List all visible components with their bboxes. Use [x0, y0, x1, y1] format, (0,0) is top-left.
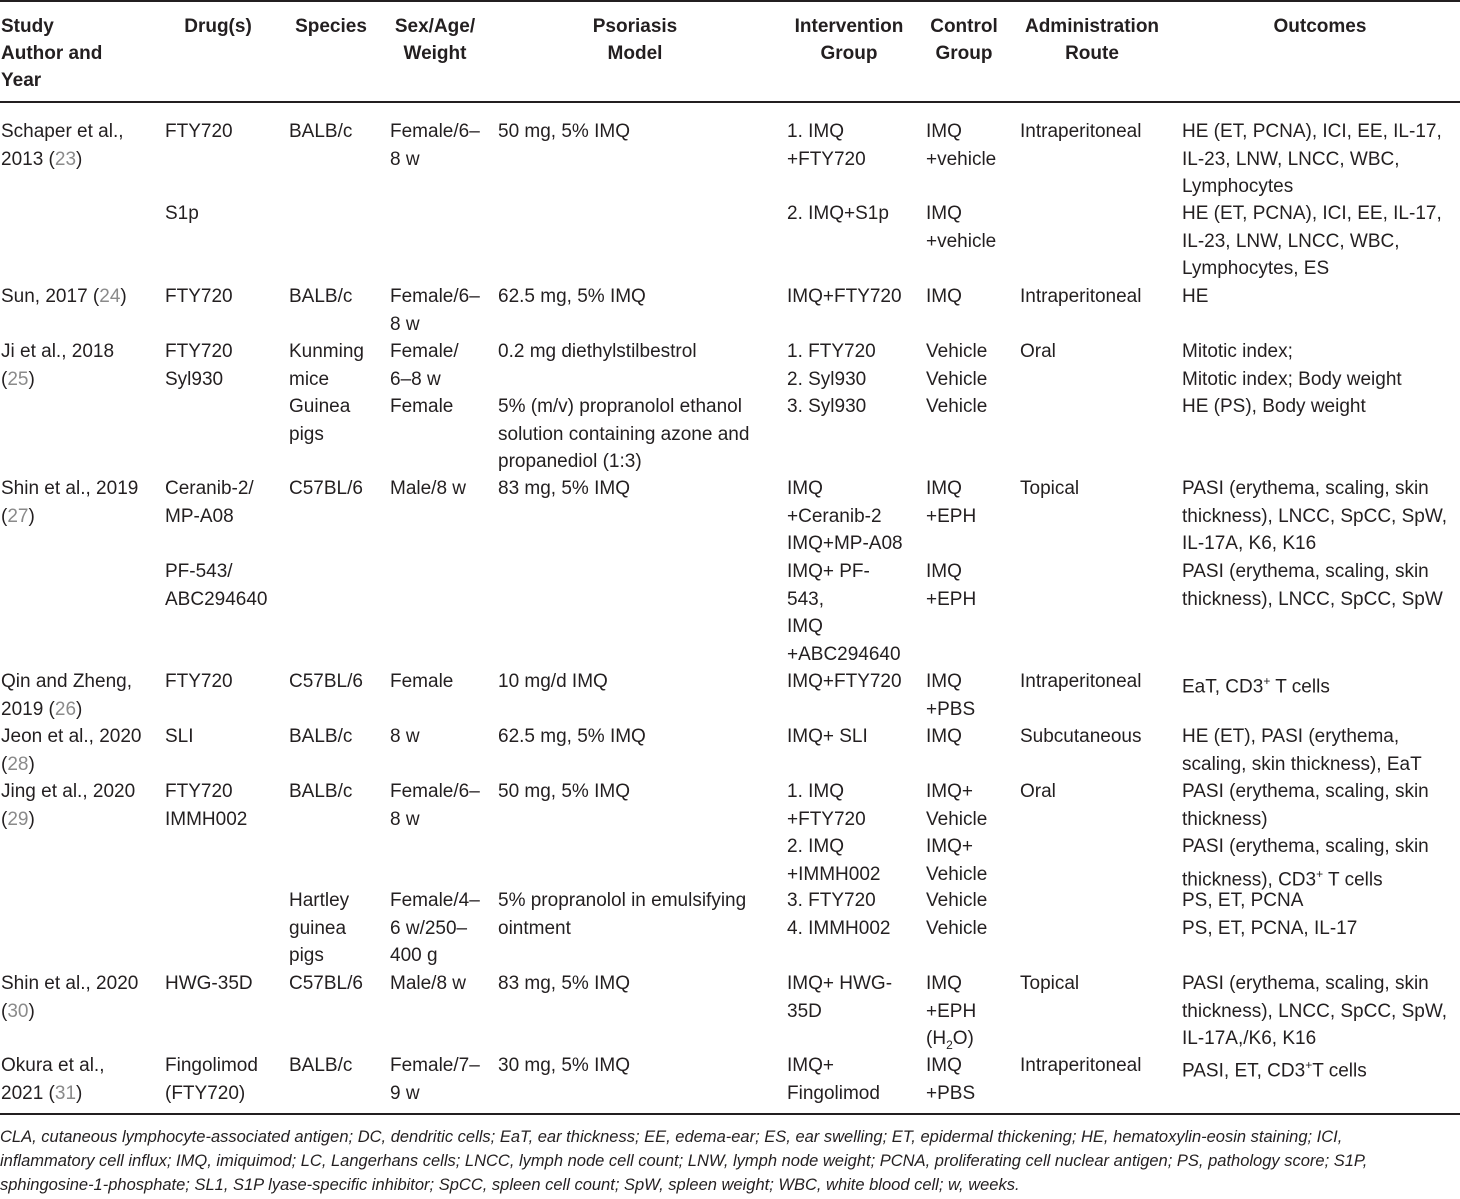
drug-cell	[165, 118, 233, 146]
sex-age-weight-cell	[390, 338, 459, 421]
cell-line: MP-A08	[165, 505, 234, 527]
drug-cell	[165, 338, 233, 393]
cell-line: IMQ+	[926, 836, 973, 857]
cell-line: BALB/c	[289, 286, 353, 307]
cell-line: 5% (m/v) propranolol ethanol	[498, 396, 742, 417]
cell-line: Female/6–	[390, 121, 480, 142]
header-line: Weight	[403, 43, 467, 64]
cell-line: IL-17A,/K6, K16	[1182, 1028, 1317, 1049]
cell-line: PF-543/	[165, 561, 233, 582]
control-cell	[926, 778, 987, 888]
intervention-cell	[787, 118, 866, 173]
control-cell	[926, 475, 976, 530]
route-cell	[1020, 118, 1141, 146]
cell-line: IMQ	[787, 478, 823, 499]
footnote-line: sphingosine-1-phosphate; SL1, S1P lyase-specific inhibitor; SpCC, spleen cell count; SpW, spleen weight; WBC, white blood cell; w, weeks.	[0, 1176, 1020, 1194]
cell-line: Vehicle	[926, 341, 988, 362]
cell-line: propanediol (1:3)	[498, 451, 642, 472]
drug-cell	[165, 778, 247, 833]
cell-line: IMQ	[926, 726, 962, 747]
species-cell	[289, 778, 352, 806]
species-cell	[289, 475, 363, 503]
cell-line: +PBS	[926, 1082, 976, 1104]
intervention-cell	[787, 558, 901, 668]
outcomes-cell	[1182, 118, 1442, 201]
outcomes-cell	[1182, 723, 1422, 778]
cell-line: IMQ	[926, 671, 962, 692]
cell-line: Sun, 2017 (24)	[1, 286, 127, 307]
cell-line: thickness)	[1182, 808, 1268, 830]
cell-line: Schaper et al.,	[1, 121, 124, 142]
cell-line: Male/8 w	[390, 478, 467, 499]
sex-age-weight-cell	[390, 723, 420, 751]
cell-line: Kunming	[289, 341, 364, 362]
cell-line: BALB/c	[289, 121, 353, 142]
cell-line: Intraperitoneal	[1020, 121, 1142, 142]
cell-line: thickness), LNCC, SpCC, SpW	[1182, 588, 1443, 610]
cell-line: IL-17A, K6, K16	[1182, 533, 1317, 554]
cell-line: IMQ+ SLI	[787, 726, 868, 747]
cell-line: 6–8 w	[390, 368, 441, 390]
cell-line: 8 w	[390, 726, 420, 747]
cell-line: pigs	[289, 423, 324, 445]
cell-line: 2019 (26)	[1, 698, 83, 720]
intervention-cell	[787, 778, 880, 888]
cell-line: +ABC294640	[787, 643, 901, 665]
sex-age-weight-cell	[390, 887, 480, 970]
route-cell	[1020, 778, 1056, 806]
control-cell	[926, 200, 996, 255]
intervention-cell	[787, 475, 903, 558]
outcomes-cell	[1182, 558, 1443, 613]
outcomes-cell	[1182, 338, 1402, 421]
model-cell	[498, 475, 630, 503]
route-cell	[1020, 970, 1079, 998]
sex-age-weight-cell	[390, 283, 480, 338]
study-cell	[1, 338, 114, 393]
cell-line: FTY720	[165, 286, 233, 307]
header-line: Control	[930, 16, 998, 37]
cell-line: 83 mg, 5% IMQ	[498, 478, 630, 499]
cell-line: Subcutaneous	[1020, 726, 1142, 747]
cell-line: +IMMH002	[787, 863, 881, 885]
cell-line: IMQ	[787, 616, 823, 637]
model-cell	[498, 887, 746, 942]
species-cell	[289, 970, 363, 998]
drug-cell	[165, 668, 233, 696]
species-cell	[289, 887, 349, 970]
study-cell	[1, 723, 142, 778]
cell-line: S1p	[165, 203, 199, 224]
table-footnote	[0, 1125, 1460, 1197]
footnote-line: inflammatory cell influx; IMQ, imiquimod; LC, Langerhans cells; LNCC, lymph node cell count; LNW, lymph node weight; PCNA, proliferating cell nuclear antigen; PS, pathology score; S1P,	[0, 1152, 1368, 1170]
cell-line: 3. FTY720	[787, 890, 876, 911]
control-cell	[926, 283, 962, 311]
sex-age-weight-cell	[390, 778, 480, 833]
cell-line: IMQ+FTY720	[787, 286, 902, 307]
cell-line: Shin et al., 2019	[1, 478, 139, 499]
cell-line: Jing et al., 2020	[1, 781, 136, 802]
cell-line: Female/7–	[390, 1055, 480, 1076]
cell-line: IMQ+MP-A08	[787, 533, 903, 554]
cell-line: Vehicle	[926, 396, 988, 417]
header-line: Outcomes	[1273, 16, 1367, 37]
cell-line: Female/	[390, 341, 459, 362]
cell-line: 83 mg, 5% IMQ	[498, 973, 630, 994]
header-line: Species	[295, 16, 367, 37]
cell-line: PS, ET, PCNA, IL-17	[1182, 917, 1358, 939]
cell-line: Vehicle	[926, 917, 988, 939]
cell-line: PASI (erythema, scaling, skin	[1182, 478, 1429, 499]
cell-line: 2021 (31)	[1, 1082, 83, 1104]
sex-age-weight-cell	[390, 1052, 480, 1107]
cell-line: Jeon et al., 2020	[1, 726, 142, 747]
cell-line: BALB/c	[289, 726, 353, 747]
control-cell	[926, 1052, 975, 1107]
table-rule	[0, 101, 1460, 103]
cell-line: IMQ	[926, 203, 962, 224]
cell-line: IMQ	[926, 1055, 962, 1076]
cell-line: Mitotic index; Body weight	[1182, 368, 1402, 390]
cell-line: Hartley	[289, 890, 350, 911]
cell-line: Topical	[1020, 973, 1080, 994]
cell-line: 10 mg/d IMQ	[498, 671, 608, 692]
cell-line: 4. IMMH002	[787, 917, 891, 939]
footnote-line: CLA, cutaneous lymphocyte-associated antigen; DC, dendritic cells; EaT, ear thickness; EE, edema-ear; ES, ear swelling; ET, epidermal thickening; HE, hematoxylin-eosin staining; ICI,	[0, 1128, 1343, 1146]
drug-cell	[165, 283, 233, 311]
cell-line: Female/4–	[390, 890, 480, 911]
cell-line: PASI (erythema, scaling, skin	[1182, 836, 1429, 857]
control-cell	[926, 887, 987, 942]
outcomes-cell	[1182, 1052, 1367, 1080]
cell-line: IMQ	[926, 286, 962, 307]
outcomes-cell	[1182, 887, 1357, 942]
species-cell	[289, 118, 352, 146]
cell-line: 62.5 mg, 5% IMQ	[498, 286, 646, 307]
intervention-cell	[787, 200, 889, 228]
outcomes-cell	[1182, 970, 1447, 1053]
species-cell	[289, 338, 364, 448]
header-line: Route	[1065, 43, 1119, 64]
header-line: Study	[1, 16, 54, 37]
cell-line: +FTY720	[787, 808, 866, 830]
drug-cell	[165, 558, 267, 613]
cell-line: IMQ	[926, 478, 962, 499]
cell-line: Intraperitoneal	[1020, 671, 1142, 692]
cell-line: IMQ	[926, 973, 962, 994]
cell-line: Mitotic index;	[1182, 341, 1293, 362]
cell-line: 3. Syl930	[787, 396, 867, 417]
cell-line: (30)	[1, 1000, 35, 1022]
cell-line: +vehicle	[926, 230, 997, 252]
cell-line: (25)	[1, 368, 35, 390]
cell-line: Vehicle	[926, 368, 988, 390]
intervention-cell	[787, 338, 876, 421]
cell-line: SLI	[165, 726, 194, 747]
cell-line: Qin and Zheng,	[1, 671, 132, 692]
header-line: Year	[1, 70, 42, 91]
drug-cell	[165, 970, 253, 998]
route-cell	[1020, 723, 1142, 751]
model-cell	[498, 668, 608, 696]
table-rule	[0, 1113, 1460, 1115]
cell-line: Ceranib-2/	[165, 478, 254, 499]
cell-line: Fingolimod	[165, 1055, 258, 1076]
outcomes-cell	[1182, 200, 1442, 283]
study-cell	[1, 778, 135, 833]
cell-line: Ji et al., 2018	[1, 341, 115, 362]
sex-age-weight-cell	[390, 475, 466, 503]
drug-cell	[165, 1052, 258, 1107]
cell-line: Okura et al.,	[1, 1055, 105, 1076]
control-cell	[926, 338, 987, 421]
cell-line: FTY720	[165, 341, 233, 362]
cell-line: Female	[390, 396, 454, 417]
header-line: Sex/Age/	[394, 16, 476, 37]
column-header-model	[545, 13, 725, 67]
column-header-route	[1002, 13, 1182, 67]
cell-line: HE (ET, PCNA), ICI, EE, IL-17,	[1182, 203, 1442, 224]
cell-line: Female/6–	[390, 781, 480, 802]
species-cell	[289, 668, 363, 696]
cell-line: FTY720	[165, 671, 233, 692]
cell-line: 8 w	[390, 313, 420, 335]
cell-line: 2. IMQ+S1p	[787, 203, 889, 224]
control-cell	[926, 668, 975, 723]
cell-line: Intraperitoneal	[1020, 286, 1142, 307]
study-cell	[1, 668, 132, 723]
cell-line: guinea	[289, 917, 347, 939]
cell-line: 50 mg, 5% IMQ	[498, 781, 630, 802]
cell-line: FTY720	[165, 781, 233, 802]
drug-cell	[165, 723, 194, 751]
route-cell	[1020, 338, 1056, 366]
cell-line: IMQ+	[787, 1055, 834, 1076]
model-cell	[498, 723, 646, 751]
cell-line: +Ceranib-2	[787, 505, 882, 527]
cell-line: IL-23, LNW, LNCC, WBC,	[1182, 148, 1400, 170]
model-cell	[498, 1052, 630, 1080]
cell-line: +PBS	[926, 698, 976, 720]
cell-line: mice	[289, 368, 330, 390]
outcomes-cell	[1182, 283, 1208, 311]
header-line: Intervention	[794, 16, 904, 37]
cell-line: 543,	[787, 588, 824, 610]
model-cell	[498, 970, 630, 998]
species-cell	[289, 723, 352, 751]
cell-line: HE (ET), PASI (erythema,	[1182, 726, 1400, 747]
cell-line: pigs	[289, 945, 324, 966]
cell-line: 2013 (23)	[1, 148, 83, 170]
species-cell	[289, 1052, 352, 1080]
intervention-cell	[787, 283, 902, 311]
cell-line: 50 mg, 5% IMQ	[498, 121, 630, 142]
cell-line: 1. IMQ	[787, 121, 845, 142]
route-cell	[1020, 283, 1141, 311]
cell-line: 9 w	[390, 1082, 420, 1104]
study-cell	[1, 283, 127, 311]
route-cell	[1020, 1052, 1141, 1080]
column-header-study	[1, 13, 102, 94]
cell-line: BALB/c	[289, 1055, 353, 1076]
cell-line: Female	[390, 671, 454, 692]
cell-line: (27)	[1, 505, 35, 527]
cell-line: Shin et al., 2020	[1, 973, 139, 994]
header-line: Psoriasis	[592, 16, 678, 37]
cell-line: 2. IMQ	[787, 836, 845, 857]
model-cell	[498, 283, 646, 311]
outcomes-cell	[1182, 778, 1429, 888]
cell-line: Vehicle	[926, 808, 988, 830]
cell-line: Lymphocytes, ES	[1182, 258, 1330, 279]
sex-age-weight-cell	[390, 970, 466, 998]
intervention-cell	[787, 970, 892, 1025]
study-cell	[1, 118, 124, 173]
column-header-sex-age-weight	[345, 13, 525, 67]
cell-line: Topical	[1020, 478, 1080, 499]
cell-line: EaT, CD3+ T cells	[1182, 674, 1330, 698]
outcomes-cell	[1182, 668, 1330, 696]
drug-cell	[165, 200, 199, 228]
cell-line: PASI (erythema, scaling, skin	[1182, 973, 1429, 994]
cell-line: HE (PS), Body weight	[1182, 396, 1366, 417]
cell-line: solution containing azone and	[498, 423, 750, 445]
intervention-cell	[787, 668, 902, 696]
control-cell	[926, 118, 996, 173]
cell-line: (28)	[1, 753, 35, 775]
cell-line: +EPH	[926, 1000, 977, 1022]
cell-line: HE	[1182, 286, 1209, 307]
cell-line: 8 w	[390, 808, 420, 830]
table-rule	[0, 0, 1460, 2]
cell-line: Intraperitoneal	[1020, 1055, 1142, 1076]
cell-line: 0.2 mg diethylstilbestrol	[498, 341, 697, 362]
route-cell	[1020, 668, 1141, 696]
cell-line: IMQ+ PF-	[787, 561, 870, 582]
column-header-outcomes	[1230, 13, 1410, 40]
study-cell	[1, 970, 138, 1025]
cell-line: $(H_2O)$	[926, 1028, 974, 1052]
drug-cell	[165, 475, 254, 530]
cell-line: 6 w/250–	[390, 917, 468, 939]
cell-line: Syl930	[165, 368, 224, 390]
control-cell	[926, 723, 962, 751]
cell-line: thickness), LNCC, SpCC, SpW,	[1182, 1000, 1448, 1022]
cell-line: 30 mg, 5% IMQ	[498, 1055, 630, 1076]
cell-line: 1. IMQ	[787, 781, 845, 802]
model-cell	[498, 778, 630, 806]
route-cell	[1020, 475, 1079, 503]
cell-line: PASI (erythema, scaling, skin	[1182, 781, 1429, 802]
cell-line: Male/8 w	[390, 973, 467, 994]
cell-line: scaling, skin thickness), EaT	[1182, 753, 1422, 775]
cell-line: C57BL/6	[289, 671, 363, 692]
cell-line: +vehicle	[926, 148, 997, 170]
cell-line: 1. FTY720	[787, 341, 876, 362]
header-line: Administration	[1024, 16, 1160, 37]
study-cell	[1, 1052, 105, 1107]
cell-line: thickness), LNCC, SpCC, SpW,	[1182, 505, 1448, 527]
species-cell	[289, 283, 352, 311]
cell-line: 8 w	[390, 148, 420, 170]
cell-line: IMQ+	[926, 781, 973, 802]
cell-line: BALB/c	[289, 781, 353, 802]
cell-line: thickness), CD3+ T cells	[1182, 866, 1383, 890]
cell-line: Vehicle	[926, 863, 988, 885]
header-line: Group	[820, 43, 878, 64]
cell-line: HWG-35D	[165, 973, 253, 994]
cell-line: 400 g	[390, 945, 438, 966]
sex-age-weight-cell	[390, 668, 453, 696]
cell-line: Lymphocytes	[1182, 176, 1294, 197]
cell-line: 2. Syl930	[787, 368, 867, 390]
control-cell	[926, 970, 976, 1053]
cell-line: Female/6–	[390, 286, 480, 307]
outcomes-cell	[1182, 475, 1447, 558]
cell-line: C57BL/6	[289, 973, 363, 994]
cell-line: IMQ+ HWG-	[787, 973, 893, 994]
intervention-cell	[787, 887, 890, 942]
cell-line: IMQ	[926, 121, 962, 142]
cell-line: FTY720	[165, 121, 233, 142]
cell-line: PASI (erythema, scaling, skin	[1182, 561, 1429, 582]
header-line: Drug(s)	[184, 16, 252, 37]
cell-line	[498, 366, 749, 394]
cell-line: IMQ+FTY720	[787, 671, 902, 692]
cell-line: (FTY720)	[165, 1082, 246, 1104]
cell-line: (29)	[1, 808, 35, 830]
cell-line: PS, ET, PCNA	[1182, 890, 1304, 911]
header-line: Author and	[1, 43, 103, 64]
cell-line: Oral	[1020, 341, 1056, 362]
intervention-cell	[787, 723, 868, 751]
cell-line: Oral	[1020, 781, 1056, 802]
cell-line: IL-23, LNW, LNCC, WBC,	[1182, 230, 1400, 252]
cell-line: IMQ	[926, 561, 962, 582]
cell-line: HE (ET, PCNA), ICI, EE, IL-17,	[1182, 121, 1442, 142]
cell-line: 35D	[787, 1000, 822, 1022]
cell-line: C57BL/6	[289, 478, 363, 499]
model-cell	[498, 118, 630, 146]
cell-line: +EPH	[926, 588, 977, 610]
control-cell	[926, 558, 976, 613]
cell-line: Vehicle	[926, 890, 988, 911]
header-line: Model	[607, 43, 663, 64]
cell-line: +EPH	[926, 505, 977, 527]
cell-line: +FTY720	[787, 148, 866, 170]
study-cell	[1, 475, 138, 530]
sex-age-weight-cell	[390, 118, 480, 173]
header-line: Group	[935, 43, 993, 64]
cell-line: IMMH002	[165, 808, 248, 830]
cell-line: 62.5 mg, 5% IMQ	[498, 726, 646, 747]
cell-line: Guinea	[289, 396, 351, 417]
cell-line: PASI, ET, CD3+T cells	[1182, 1058, 1367, 1082]
cell-line: 5% propranolol in emulsifying	[498, 890, 747, 911]
cell-line: ABC294640	[165, 588, 268, 610]
cell-line: ointment	[498, 917, 571, 939]
intervention-cell	[787, 1052, 880, 1107]
cell-line: Fingolimod	[787, 1082, 880, 1104]
model-cell	[498, 338, 749, 476]
